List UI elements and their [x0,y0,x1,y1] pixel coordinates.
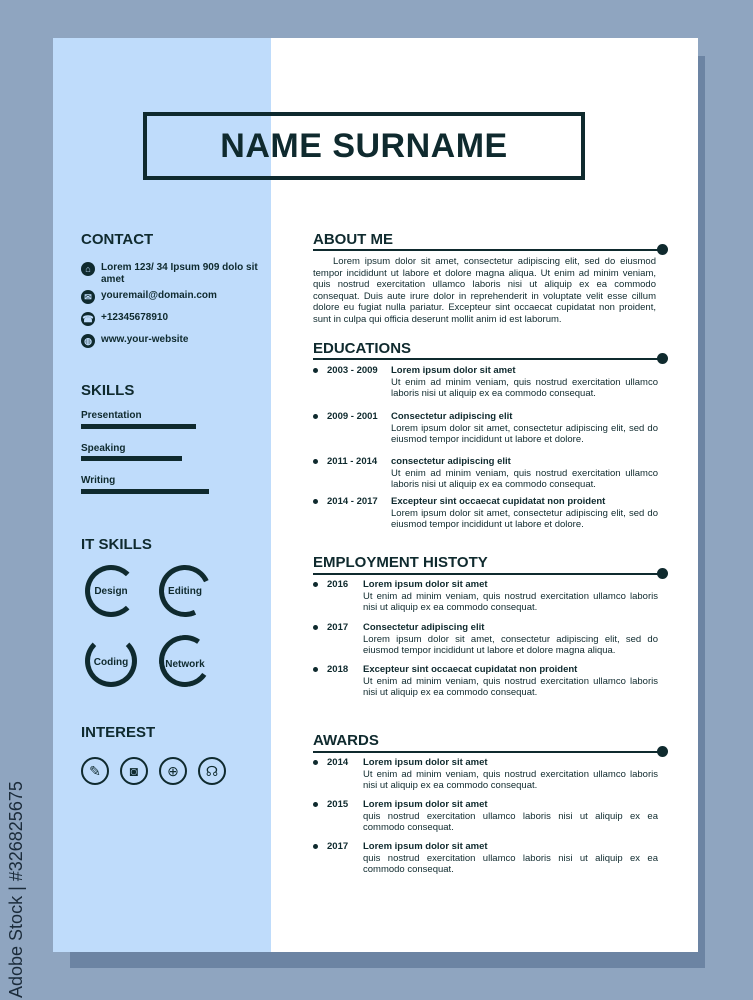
entry-heading: Excepteur sint occaecat cupidatat non proident [363,664,578,675]
entry-text: Ut enim ad minim veniam, quis nostrud exercitation ullamco laboris nisi ut aliquip ex ea commodo consequat. [363,675,658,698]
bullet [313,368,318,373]
interest-title: INTEREST [81,724,156,741]
bullet [313,459,318,464]
contact-email [81,290,217,304]
name-box [143,112,585,180]
basketball-icon: ⊕ [159,757,187,785]
entry-text: Lorem ipsum dolor sit amet, consectetur adipiscing elit, sed do eiusmod tempor incididunt ut labore et dolore. [391,422,658,445]
entry-heading: Lorem ipsum dolor sit amet [363,757,488,768]
entry-heading: Lorem ipsum dolor sit amet [391,365,516,376]
entry-text: Lorem ipsum dolor sit amet, consectetur adipiscing elit, sed do eiusmod tempor incididunt ut labore et dolore. [391,507,658,530]
it-skills-title: IT SKILLS [81,536,152,553]
headphones-icon: ☊ [198,757,226,785]
about-text: Lorem ipsum dolor sit amet, consectetur adipiscing elit, sed do eiusmod tempor incididunt ut labore et dolore magna aliqua. Ut enim ad minim veniam, quis nostrud exercitation ullamco laboris nisi ut aliquip ex ea commodo consequat. Duis aute irure dolor in reprehenderit in voluptate velit esse cillum dolore eu fugiat nulla pariatur. Excepteur sint occaecat cupidatat non proident, sunt in culpa qui officia deserunt mollit anim id est laborum. [313,256,656,325]
stock-watermark [4,780,26,1000]
bullet [313,844,318,849]
employment-entry [313,664,658,699]
award-entry [313,841,658,876]
section-rule [313,573,661,575]
bullet [313,625,318,630]
contact-website [81,334,188,348]
entry-year: 2017 [327,622,349,633]
bullet [313,760,318,765]
section-dot [657,244,668,255]
education-entry [313,411,658,446]
contact-phone-text: +12345678910 [101,312,169,323]
ring-label: Network [165,659,205,670]
entry-heading: Excepteur sint occaecat cupidatat non proident [391,496,606,507]
entry-year: 2017 [327,841,349,852]
entry-year: 2014 [327,757,349,768]
award-entry [313,757,658,792]
section-dot [657,353,668,364]
section-rule [313,249,661,251]
education-entry [313,365,658,400]
ring-label: Coding [93,657,129,668]
entry-heading: Lorem ipsum dolor sit amet [363,841,488,852]
bullet [313,499,318,504]
skill-bar [81,424,196,429]
entry-heading: Lorem ipsum dolor sit amet [363,579,488,590]
ring-label: Design [94,586,128,597]
education-entry [313,456,658,491]
educations-title: EDUCATIONS [313,340,412,357]
entry-period: 2009 - 2001 [327,411,378,422]
employment-title: EMPLOYMENT HISTOTY [313,554,488,571]
contact-website-text: www.your-website [101,334,189,345]
entry-period: 2003 - 2009 [327,365,378,376]
watermark-text: Adobe Stock | #326825675 [6,781,26,998]
section-rule [313,751,661,753]
section-rule [313,358,661,360]
home-icon: ⌂ [81,262,95,276]
section-dot [657,746,668,757]
resume-page [53,38,698,952]
about-title: ABOUT ME [313,231,393,248]
skill-label: Writing [81,475,116,486]
full-name: NAME SURNAME [220,126,508,165]
entry-year: 2015 [327,799,349,810]
award-entry [313,799,658,834]
section-dot [657,568,668,579]
entry-year: 2016 [327,579,349,590]
skill-bar [81,456,182,461]
entry-text: Ut enim ad minim veniam, quis nostrud exercitation ullamco laboris nisi ut aliquip ex ea commodo consequat. [391,467,658,490]
entry-text: quis nostrud exercitation ullamco laboris nisi ut aliquip ex ea commodo consequat. [363,852,658,875]
contact-address-text: Lorem 123/ 34 Ipsum 909 dolo sit amet [101,262,258,285]
bullet [313,414,318,419]
camera-icon: ◙ [120,757,148,785]
skills-title: SKILLS [81,382,135,399]
contact-email-text: youremail@domain.com [101,290,217,301]
entry-period: 2014 - 2017 [327,496,378,507]
employment-entry [313,622,658,657]
employment-entry [313,579,658,614]
contact-address [81,262,261,286]
pencil-icon: ✎ [81,757,109,785]
skill-bar [81,489,209,494]
entry-heading: Lorem ipsum dolor sit amet [363,799,488,810]
ring-label: Editing [168,586,202,597]
entry-year: 2018 [327,664,349,675]
entry-heading: Consectetur adipiscing elit [363,622,485,633]
education-entry [313,496,658,531]
bullet [313,667,318,672]
mail-icon: ✉ [81,290,95,304]
entry-text: quis nostrud exercitation ullamco laboris nisi ut aliquip ex ea commodo consequat. [363,810,658,833]
bullet [313,802,318,807]
phone-icon: ☎ [82,314,94,324]
entry-text: Lorem ipsum dolor sit amet, consectetur adipiscing elit, sed do eiusmod tempor incididunt ut labore et dolore magna aliqua. [363,633,658,656]
entry-text: Ut enim ad minim veniam, quis nostrud exercitation ullamco laboris nisi ut aliquip ex ea commodo consequat. [363,768,658,791]
contact-title: CONTACT [81,231,154,248]
entry-text: Ut enim ad minim veniam, quis nostrud exercitation ullamco laboris nisi ut aliquip ex ea commodo consequat. [391,376,658,399]
entry-text: Ut enim ad minim veniam, quis nostrud exercitation ullamco laboris nisi ut aliquip ex ea commodo consequat. [363,590,658,613]
globe-icon: ◍ [81,334,95,348]
bullet [313,582,318,587]
contact-phone [81,312,168,326]
skill-label: Speaking [81,443,126,454]
entry-period: 2011 - 2014 [327,456,378,467]
awards-title: AWARDS [313,732,379,749]
entry-heading: Consectetur adipiscing elit [391,411,513,422]
entry-heading: consectetur adipiscing elit [391,456,511,467]
skill-label: Presentation [81,410,142,421]
